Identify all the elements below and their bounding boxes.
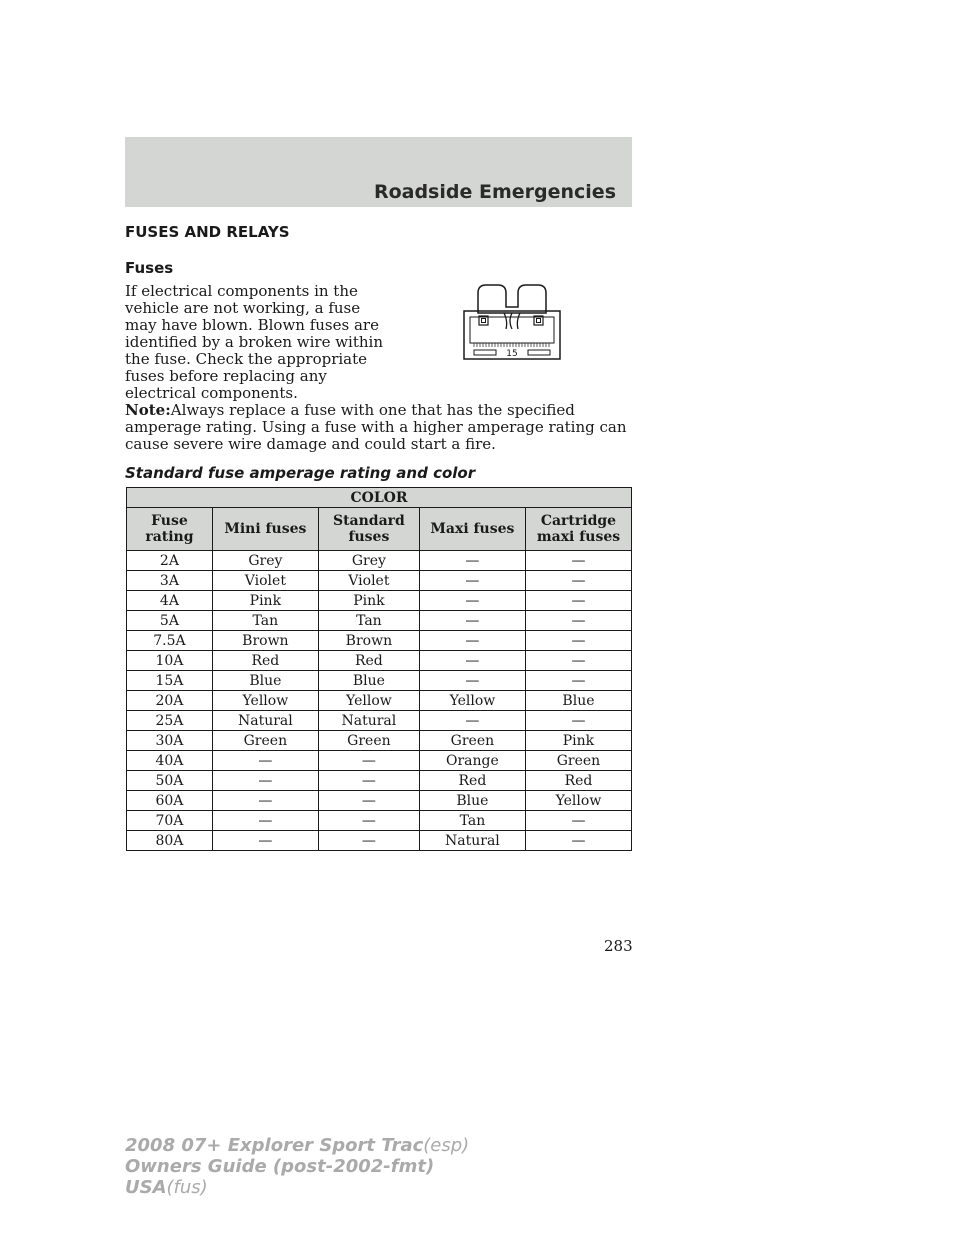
table-row [127, 571, 632, 591]
fuse-rating-label: 15 [506, 349, 518, 359]
table-cell: — [525, 591, 631, 611]
table-cell: — [419, 551, 525, 571]
table-cell: Grey [318, 551, 419, 571]
table-cell: 4A [127, 591, 213, 611]
table-cell: — [525, 611, 631, 631]
table-cell: Natural [212, 711, 318, 731]
table-cell: — [419, 571, 525, 591]
table-cell: Green [318, 731, 419, 751]
table-cell: Brown [212, 631, 318, 651]
table-cell: Tan [419, 811, 525, 831]
table-cell: Yellow [419, 691, 525, 711]
footer-guide: Owners Guide (post-2002-fmt) [125, 1156, 435, 1177]
table-row [127, 671, 632, 691]
table-row [127, 731, 632, 751]
table-cell: — [419, 631, 525, 651]
table-cell: Tan [318, 611, 419, 631]
table-cell: Pink [212, 591, 318, 611]
table-cell: Red [212, 651, 318, 671]
table-cell: — [419, 591, 525, 611]
table-cell: — [419, 611, 525, 631]
table-cell: 3A [127, 571, 213, 591]
table-cell: — [525, 811, 631, 831]
table-row [127, 651, 632, 671]
footer-market-code: (fus) [166, 1177, 208, 1198]
note-text: Always replace a fuse with one that has the specified amperage rating. Using a fuse with a higher amperage rating can cause severe wire damage and could start a fire. [125, 401, 627, 453]
table-body [127, 551, 632, 851]
column-header-fuse-rating: Fuse rating [127, 508, 213, 551]
table-cell: — [525, 671, 631, 691]
table-cell: Blue [212, 671, 318, 691]
table-cell: Red [525, 771, 631, 791]
table-cell: 70A [127, 811, 213, 831]
table-cell: 80A [127, 831, 213, 851]
table-cell: — [318, 751, 419, 771]
table-cell: 2A [127, 551, 213, 571]
table-cell: — [525, 711, 631, 731]
table-cell: Brown [318, 631, 419, 651]
table-cell: Green [419, 731, 525, 751]
table-row [127, 631, 632, 651]
table-cell: — [525, 631, 631, 651]
table-cell: — [525, 571, 631, 591]
table-cell: 20A [127, 691, 213, 711]
table-row [127, 751, 632, 771]
table-cell: — [318, 771, 419, 791]
table-cell: 5A [127, 611, 213, 631]
table-cell: 10A [127, 651, 213, 671]
table-row [127, 691, 632, 711]
fuse-color-table [126, 487, 632, 851]
note-label: Note: [125, 401, 171, 419]
table-cell: — [525, 831, 631, 851]
table-cell: Pink [525, 731, 631, 751]
intro-paragraph: If electrical components in the vehicle are not working, a fuse may have blown. Blown fuses are identified by a broken wire within the fuse. Check the appropriate fuses before replacing any electrical components. [125, 282, 384, 402]
table-row [127, 791, 632, 811]
table-cell: — [525, 551, 631, 571]
table-cell: 30A [127, 731, 213, 751]
page-number: 283 [604, 937, 633, 955]
table-cell: Red [419, 771, 525, 791]
table-cell: Blue [525, 691, 631, 711]
table-cell: Orange [419, 751, 525, 771]
table-cell: Blue [419, 791, 525, 811]
table-cell: 15A [127, 671, 213, 691]
table-group-header: COLOR [127, 488, 632, 508]
table-row [127, 611, 632, 631]
table-cell: 40A [127, 751, 213, 771]
footer-model-code: (esp) [423, 1135, 470, 1156]
footer-document-info [125, 1135, 469, 1198]
table-cell: Red [318, 651, 419, 671]
table-cell: Yellow [318, 691, 419, 711]
table-cell: Tan [212, 611, 318, 631]
note-paragraph [125, 402, 635, 453]
table-cell: — [318, 811, 419, 831]
section-title: FUSES AND RELAYS [125, 223, 290, 241]
table-row [127, 811, 632, 831]
table-cell: — [212, 811, 318, 831]
table-cell: Grey [212, 551, 318, 571]
table-cell: Violet [212, 571, 318, 591]
table-cell: Violet [318, 571, 419, 591]
table-row [127, 711, 632, 731]
table-cell: 60A [127, 791, 213, 811]
column-header-mini-fuses: Mini fuses [212, 508, 318, 551]
table-cell: — [419, 711, 525, 731]
column-header-maxi-fuses: Maxi fuses [419, 508, 525, 551]
table-caption: Standard fuse amperage rating and color [125, 464, 476, 482]
subsection-title: Fuses [125, 259, 174, 277]
table-cell: — [212, 751, 318, 771]
table-cell: 50A [127, 771, 213, 791]
section-header-title: Roadside Emergencies [373, 181, 616, 203]
table-row [127, 551, 632, 571]
table-row [127, 831, 632, 851]
table-cell: Yellow [525, 791, 631, 811]
table-cell: Pink [318, 591, 419, 611]
table-cell: Blue [318, 671, 419, 691]
footer-model: 2008 07+ Explorer Sport Trac [125, 1135, 424, 1156]
column-header-standard-fuses: Standard fuses [318, 508, 419, 551]
footer-market: USA [125, 1177, 167, 1198]
table-cell: Natural [419, 831, 525, 851]
table-cell: — [318, 831, 419, 851]
table-cell: — [419, 671, 525, 691]
table-cell: Yellow [212, 691, 318, 711]
table-cell: — [212, 831, 318, 851]
table-cell: 25A [127, 711, 213, 731]
table-cell: 7.5A [127, 631, 213, 651]
column-header-cartridge-maxi-fuses: Cartridge maxi fuses [525, 508, 631, 551]
table-row [127, 771, 632, 791]
fuse-illustration [462, 283, 562, 363]
table-cell: — [212, 771, 318, 791]
table-cell: — [419, 651, 525, 671]
table-cell: Green [212, 731, 318, 751]
table-cell: — [318, 791, 419, 811]
table-row [127, 591, 632, 611]
table-cell: Natural [318, 711, 419, 731]
table-cell: Green [525, 751, 631, 771]
table-cell: — [525, 651, 631, 671]
header-band [125, 137, 632, 207]
table-cell: — [212, 791, 318, 811]
